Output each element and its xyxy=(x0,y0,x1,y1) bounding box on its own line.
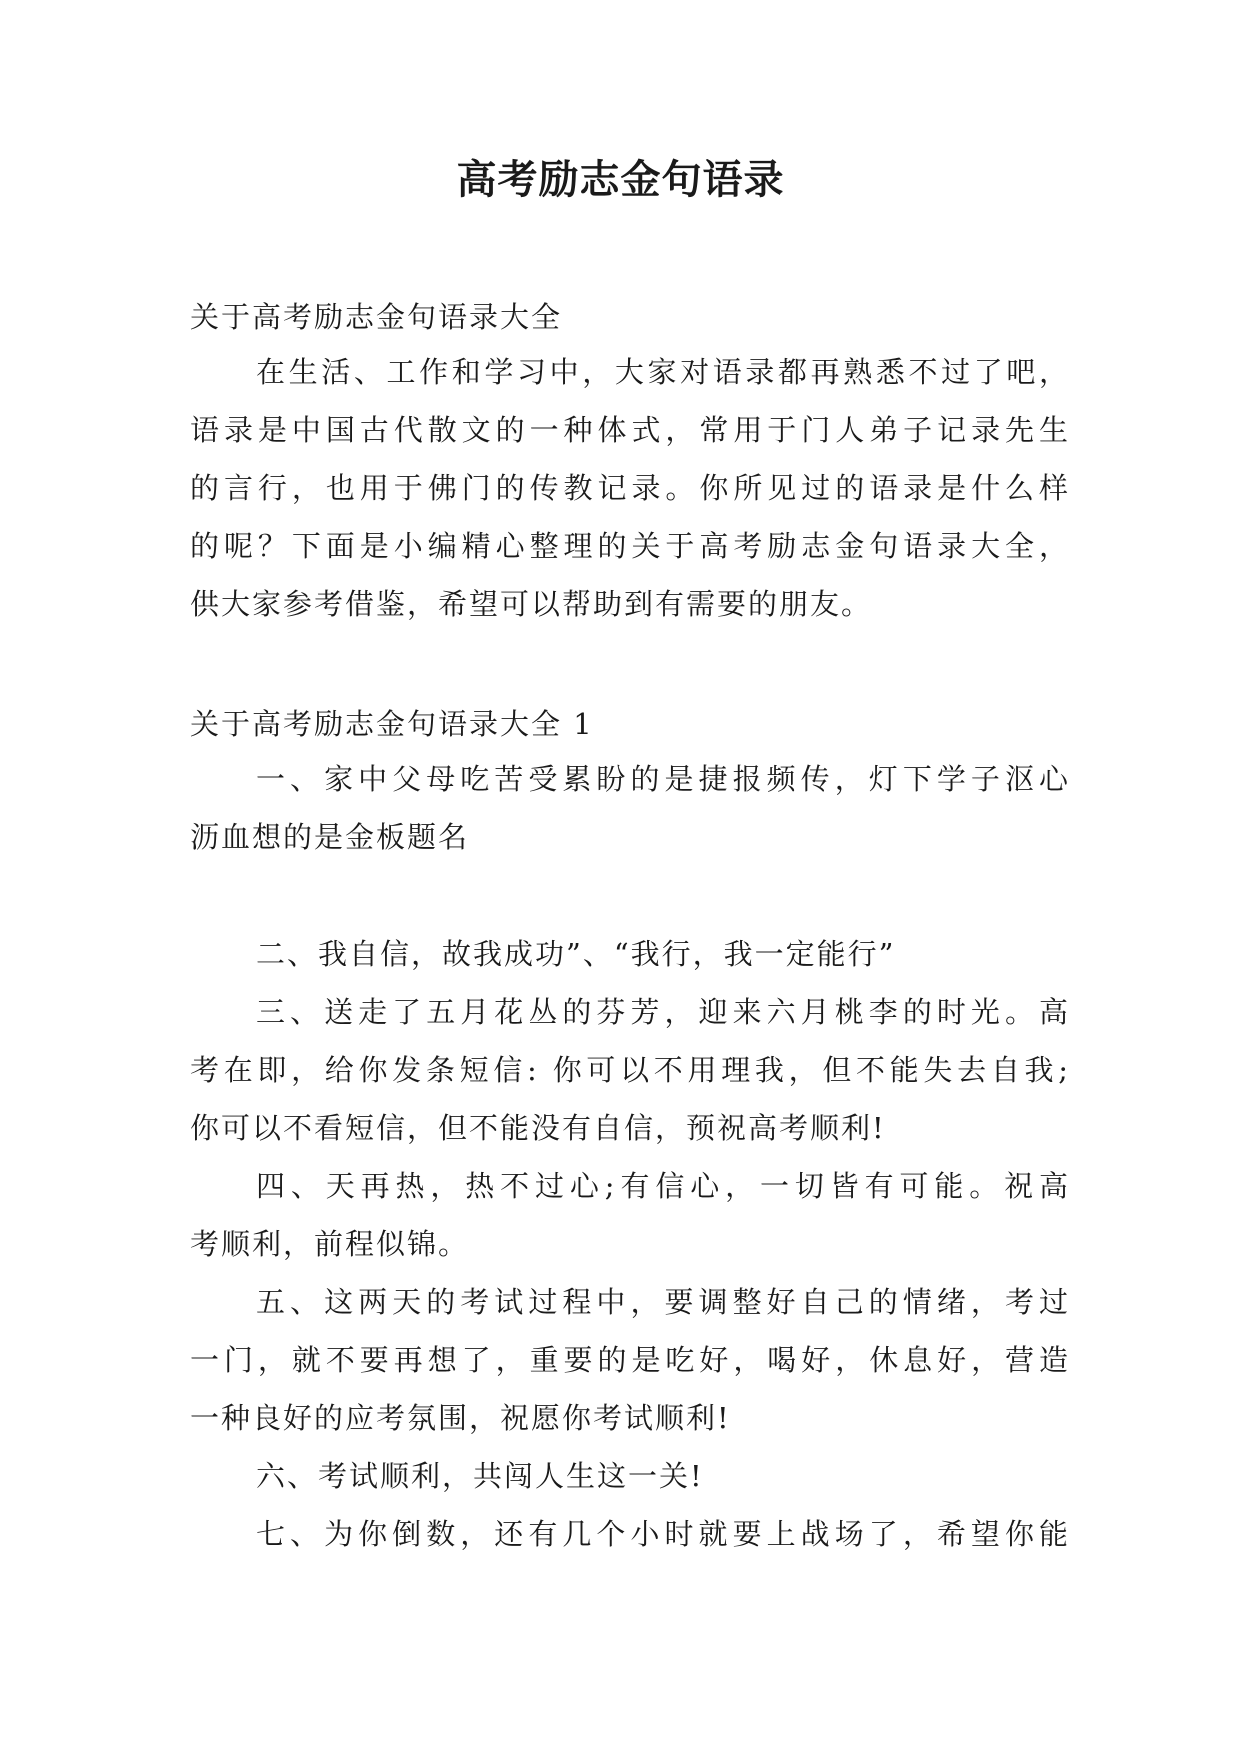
intro-paragraph-line-1: 在生活、工作和学习中，大家对语录都再熟悉不过了吧， xyxy=(256,355,1070,389)
quote-2-line-1: 二、我自信，故我成功”、“我行，我一定能行” xyxy=(256,937,896,971)
quote-5-line-1: 五、这两天的考试过程中，要调整好自己的情绪，考过 xyxy=(256,1285,1070,1319)
section-heading-intro: 关于高考励志金句语录大全 xyxy=(190,300,563,334)
quote-4-line-1: 四、天再热，热不过心;有信心，一切皆有可能。祝高 xyxy=(256,1169,1070,1203)
quote-1-line-1: 一、家中父母吃苦受累盼的是捷报频传，灯下学子沤心 xyxy=(256,762,1070,796)
intro-paragraph-line-3: 的言行，也用于佛门的传教记录。你所见过的语录是什么样 xyxy=(190,471,1070,505)
quote-3-line-1: 三、送走了五月花丛的芬芳，迎来六月桃李的时光。高 xyxy=(256,995,1070,1029)
intro-paragraph-line-2: 语录是中国古代散文的一种体式，常用于门人弟子记录先生 xyxy=(190,413,1070,447)
quote-4-line-2: 考顺利，前程似锦。 xyxy=(190,1227,470,1261)
quote-5-line-2: 一门，就不要再想了，重要的是吃好，喝好，休息好，营造 xyxy=(190,1343,1070,1377)
quote-1-line-2: 沥血想的是金板题名 xyxy=(190,820,470,854)
quote-3-line-2: 考在即，给你发条短信: 你可以不用理我，但不能失去自我; xyxy=(190,1053,1070,1087)
quote-5-line-3: 一种良好的应考氛围，祝愿你考试顺利! xyxy=(190,1401,731,1435)
quote-3-line-3: 你可以不看短信，但不能没有自信，预祝高考顺利! xyxy=(190,1111,886,1145)
document-title: 高考励志金句语录 xyxy=(456,156,785,203)
section-heading-1: 关于高考励志金句语录大全 1 xyxy=(190,707,594,741)
intro-paragraph-line-4: 的呢？下面是小编精心整理的关于高考励志金句语录大全， xyxy=(190,529,1070,563)
quote-7-line-1: 七、为你倒数，还有几个小时就要上战场了，希望你能 xyxy=(256,1517,1070,1551)
quote-6-line-1: 六、考试顺利，共闯人生这一关! xyxy=(256,1459,704,1493)
intro-paragraph-line-5: 供大家参考借鉴，希望可以帮助到有需要的朋友。 xyxy=(190,587,873,621)
